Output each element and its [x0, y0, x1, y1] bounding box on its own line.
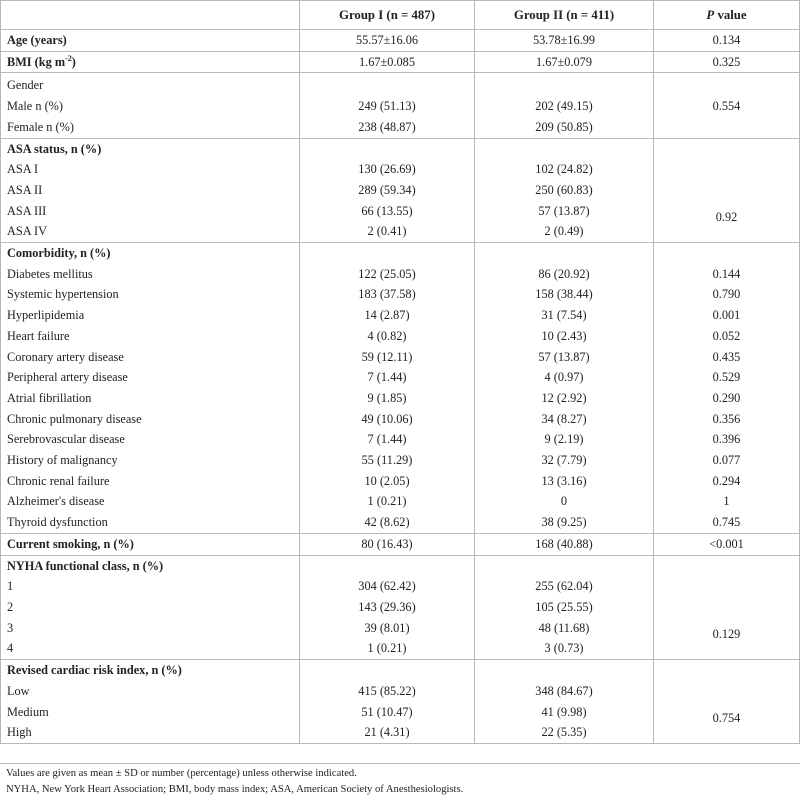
- nyha-2-g2: 105 (25.55): [475, 597, 654, 618]
- smoking-p: <0.001: [654, 533, 800, 555]
- smoking-g2: 168 (40.88): [475, 533, 654, 555]
- asa-4-g1: 2 (0.41): [300, 221, 475, 242]
- comorbidity-label-10: Chronic renal failure: [1, 471, 300, 492]
- asa-3-g1: 66 (13.55): [300, 201, 475, 222]
- comorbidity-g2-9: 32 (7.79): [475, 450, 654, 471]
- asa-4-g2: 2 (0.49): [475, 221, 654, 242]
- comorbidity-g1-8: 7 (1.44): [300, 429, 475, 450]
- nyha-4-g2: 3 (0.73): [475, 638, 654, 659]
- table-row: [1, 409, 800, 430]
- nyha-3-label: 3: [1, 618, 300, 639]
- asa-1-g1: 130 (26.69): [300, 159, 475, 180]
- age-label: Age (years): [1, 30, 300, 52]
- comorbidity-g2-2: 31 (7.54): [475, 305, 654, 326]
- asa-3-label: ASA III: [1, 201, 300, 222]
- comorbidity-p-12: 0.745: [654, 512, 800, 533]
- comorbidity-g1-5: 7 (1.44): [300, 367, 475, 388]
- nyha-1-label: 1: [1, 576, 300, 597]
- header-p-value: [654, 1, 800, 30]
- nyha-p: 0.129: [654, 555, 800, 660]
- table-row: [1, 429, 800, 450]
- rcri-low-label: Low: [1, 681, 300, 702]
- comorbidity-p-10: 0.294: [654, 471, 800, 492]
- table-row: [1, 533, 800, 555]
- bmi-label-sup: -2: [65, 53, 72, 63]
- nyha-1-g1: 304 (62.42): [300, 576, 475, 597]
- rcri-p: 0.754: [654, 660, 800, 744]
- age-p: 0.134: [654, 30, 800, 52]
- asa-1-label: ASA I: [1, 159, 300, 180]
- asa-2-g2: 250 (60.83): [475, 180, 654, 201]
- comorbidity-g1-3: 4 (0.82): [300, 326, 475, 347]
- comorbidity-g2-1: 158 (38.44): [475, 284, 654, 305]
- table-row: [1, 512, 800, 533]
- nyha-3-g2: 48 (11.68): [475, 618, 654, 639]
- comorbidity-g2-7: 34 (8.27): [475, 409, 654, 430]
- comorbidity-g2-4: 57 (13.87): [475, 347, 654, 368]
- header-p-label: value: [717, 8, 747, 22]
- comorbidity-g2-6: 12 (2.92): [475, 388, 654, 409]
- comorbidity-label-7: Chronic pulmonary disease: [1, 409, 300, 430]
- nyha-2-label: 2: [1, 597, 300, 618]
- gender-label: Gender: [1, 73, 300, 96]
- comorbidity-g2-12: 38 (9.25): [475, 512, 654, 533]
- comorbidity-label-11: Alzheimer's disease: [1, 491, 300, 512]
- table-row: [1, 264, 800, 285]
- asa-p: 0.92: [654, 138, 800, 243]
- bmi-g2: 1.67±0.079: [475, 51, 654, 73]
- comorbidity-g1-6: 9 (1.85): [300, 388, 475, 409]
- table-row: [1, 138, 800, 159]
- nyha-label: NYHA functional class, n (%): [1, 555, 300, 576]
- comorbidity-g1-4: 59 (12.11): [300, 347, 475, 368]
- comorbidity-p-0: 0.144: [654, 264, 800, 285]
- table-row: [1, 660, 800, 681]
- nyha-3-g1: 39 (8.01): [300, 618, 475, 639]
- rcri-high-label: High: [1, 722, 300, 743]
- rcri-low-g1: 415 (85.22): [300, 681, 475, 702]
- nyha-1-g2: 255 (62.04): [475, 576, 654, 597]
- asa-3-g2: 57 (13.87): [475, 201, 654, 222]
- comorbidity-label-1: Systemic hypertension: [1, 284, 300, 305]
- rcri-medium-g2: 41 (9.98): [475, 702, 654, 723]
- rcri-high-g2: 22 (5.35): [475, 722, 654, 743]
- comorbidity-g2-11: 0: [475, 491, 654, 512]
- comorbidity-g1-12: 42 (8.62): [300, 512, 475, 533]
- comorbidity-p-5: 0.529: [654, 367, 800, 388]
- comorbidity-g1-10: 10 (2.05): [300, 471, 475, 492]
- table-row: [1, 491, 800, 512]
- comorbidity-label-0: Diabetes mellitus: [1, 264, 300, 285]
- nyha-4-label: 4: [1, 638, 300, 659]
- rcri-medium-label: Medium: [1, 702, 300, 723]
- bmi-label-suffix: ): [71, 54, 76, 69]
- table-row: [1, 243, 800, 264]
- comorbidity-p-1: 0.790: [654, 284, 800, 305]
- smoking-g1: 80 (16.43): [300, 533, 475, 555]
- comorbidity-g1-7: 49 (10.06): [300, 409, 475, 430]
- table-row: [1, 367, 800, 388]
- table-row: [1, 30, 800, 52]
- comorbidity-p-9: 0.077: [654, 450, 800, 471]
- comorbidity-g1-2: 14 (2.87): [300, 305, 475, 326]
- table-row: [1, 326, 800, 347]
- nyha-4-g1: 1 (0.21): [300, 638, 475, 659]
- comorbidity-label-9: History of malignancy: [1, 450, 300, 471]
- comorbidity-label-3: Heart failure: [1, 326, 300, 347]
- header-group2: Group II (n = 411): [475, 1, 654, 30]
- comorbidity-label-8: Serebrovascular disease: [1, 429, 300, 450]
- footnote-abbreviations: NYHA, New York Heart Association; BMI, body mass index; ASA, American Society of Anesthesiologists.: [6, 784, 464, 795]
- comorbidity-p-3: 0.052: [654, 326, 800, 347]
- comorbidity-g1-9: 55 (11.29): [300, 450, 475, 471]
- table-row: [1, 471, 800, 492]
- age-g1: 55.57±16.06: [300, 30, 475, 52]
- bmi-g1: 1.67±0.085: [300, 51, 475, 73]
- rcri-low-g2: 348 (84.67): [475, 681, 654, 702]
- comorbidity-p-2: 0.001: [654, 305, 800, 326]
- bmi-p: 0.325: [654, 51, 800, 73]
- rcri-high-g1: 21 (4.31): [300, 722, 475, 743]
- table-row: [1, 305, 800, 326]
- comorbidity-label-2: Hyperlipidemia: [1, 305, 300, 326]
- comorbidity-p-7: 0.356: [654, 409, 800, 430]
- header-p-italic: P: [706, 8, 715, 22]
- table-row: [1, 388, 800, 409]
- comorbidity-g1-0: 122 (25.05): [300, 264, 475, 285]
- comorbidity-g2-8: 9 (2.19): [475, 429, 654, 450]
- comorbidity-p-8: 0.396: [654, 429, 800, 450]
- comorbidity-g2-3: 10 (2.43): [475, 326, 654, 347]
- comorbidity-p-4: 0.435: [654, 347, 800, 368]
- asa-4-label: ASA IV: [1, 221, 300, 242]
- table-row: [1, 450, 800, 471]
- table-row: [1, 284, 800, 305]
- table-row: [1, 555, 800, 576]
- comorbidity-label-6: Atrial fibrillation: [1, 388, 300, 409]
- gender-male-g2: 202 (49.15): [475, 96, 654, 117]
- age-g2: 53.78±16.99: [475, 30, 654, 52]
- asa-label: ASA status, n (%): [1, 138, 300, 159]
- comorbidity-label-12: Thyroid dysfunction: [1, 512, 300, 533]
- comorbidity-g1-1: 183 (37.58): [300, 284, 475, 305]
- gender-female-g2: 209 (50.85): [475, 117, 654, 138]
- comorbidity-g2-5: 4 (0.97): [475, 367, 654, 388]
- footnote-values: Values are given as mean ± SD or number (percentage) unless otherwise indicated.: [6, 768, 357, 779]
- gender-male-g1: 249 (51.13): [300, 96, 475, 117]
- asa-2-g1: 289 (59.34): [300, 180, 475, 201]
- rcri-label: Revised cardiac risk index, n (%): [1, 660, 300, 681]
- rcri-medium-g1: 51 (10.47): [300, 702, 475, 723]
- comorbidity-p-11: 1: [654, 491, 800, 512]
- gender-female-g1: 238 (48.87): [300, 117, 475, 138]
- header-group1: Group I (n = 487): [300, 1, 475, 30]
- comorbidity-label-5: Peripheral artery disease: [1, 367, 300, 388]
- comorbidity-label: Comorbidity, n (%): [1, 243, 300, 264]
- comorbidity-p-6: 0.290: [654, 388, 800, 409]
- gender-female-label: Female n (%): [1, 117, 300, 138]
- nyha-2-g1: 143 (29.36): [300, 597, 475, 618]
- gender-male-label: Male n (%): [1, 96, 300, 117]
- smoking-label: Current smoking, n (%): [1, 533, 300, 555]
- asa-2-label: ASA II: [1, 180, 300, 201]
- table-row: [1, 347, 800, 368]
- header-blank: [1, 1, 300, 30]
- bmi-label-prefix: BMI (kg m: [7, 54, 66, 69]
- comorbidity-g2-0: 86 (20.92): [475, 264, 654, 285]
- asa-1-g2: 102 (24.82): [475, 159, 654, 180]
- table-footnotes: [0, 763, 800, 798]
- comorbidity-g2-10: 13 (3.16): [475, 471, 654, 492]
- table-row: [1, 51, 800, 73]
- comorbidity-label-4: Coronary artery disease: [1, 347, 300, 368]
- comorbidity-g1-11: 1 (0.21): [300, 491, 475, 512]
- bmi-label: [1, 51, 300, 73]
- table-row: [1, 73, 800, 96]
- gender-p: 0.554: [654, 73, 800, 138]
